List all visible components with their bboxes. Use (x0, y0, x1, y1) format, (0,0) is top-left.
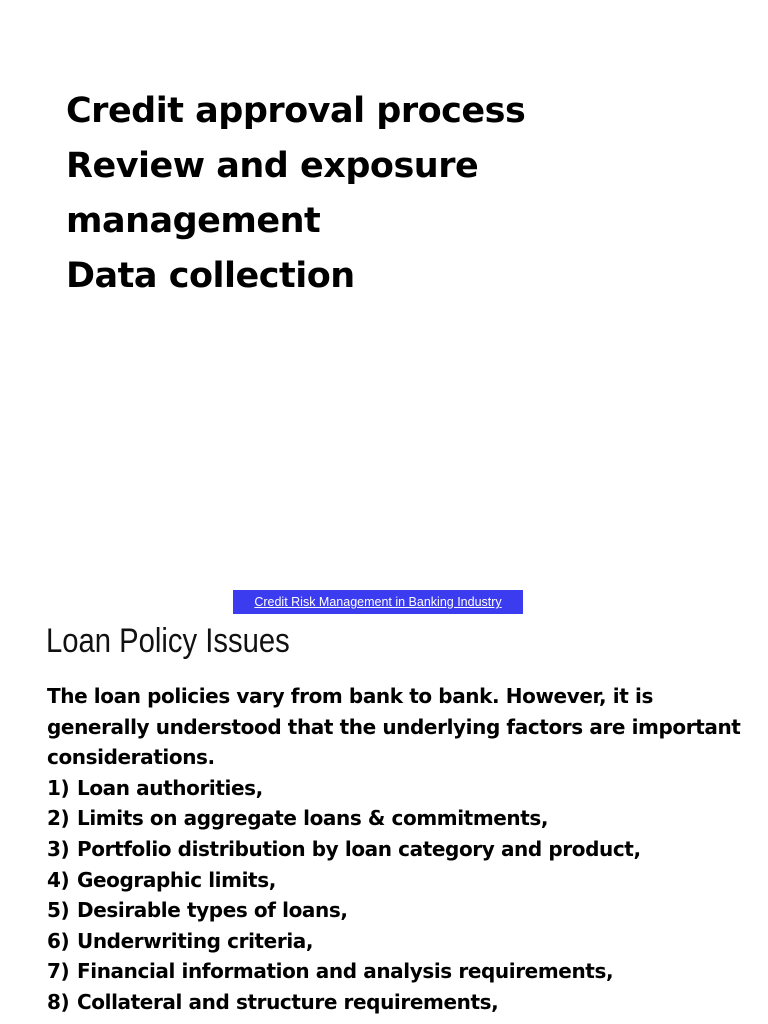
list-item (47, 773, 747, 804)
section-body (47, 681, 747, 1018)
list-item (47, 803, 747, 834)
slide-top-line: management (66, 201, 321, 241)
list-item-text: Financial information and analysis requirements, (77, 959, 614, 984)
list-item-number: 8) (47, 989, 70, 1014)
slide-top-lines (66, 84, 746, 304)
list-item-text: Limits on aggregate loans & commitments, (77, 806, 549, 831)
list-item-number: 6) (47, 928, 70, 953)
list-item-number: 3) (47, 836, 70, 861)
list-item (47, 926, 747, 957)
list-item-text: Geographic limits, (77, 867, 276, 892)
list-item (47, 895, 747, 926)
list-item-text: Loan authorities, (77, 775, 263, 800)
list-item-text: Collateral and structure requirements, (77, 989, 499, 1014)
list-item-number: 5) (47, 898, 70, 923)
list-item-text: Underwriting criteria, (77, 928, 314, 953)
policy-list (47, 773, 747, 1018)
section-intro: The loan policies vary from bank to bank. However, it is generally understood that the underlying factors are important considerations. (47, 684, 741, 770)
list-item-text: Desirable types of loans, (77, 898, 348, 923)
slide-top-line: Data collection (66, 256, 355, 296)
list-item-number: 7) (47, 959, 70, 984)
slide-top-line: Credit approval process (66, 91, 526, 131)
footer-link[interactable]: Credit Risk Management in Banking Industry (233, 590, 523, 614)
slide-top-line: Review and exposure (66, 146, 479, 186)
list-item (47, 956, 747, 987)
list-item (47, 865, 747, 896)
section-title: Loan Policy Issues (46, 622, 290, 660)
list-item-number: 2) (47, 806, 70, 831)
list-item (47, 987, 747, 1018)
list-item-number: 1) (47, 775, 70, 800)
list-item-text: Portfolio distribution by loan category and product, (77, 836, 641, 861)
list-item (47, 834, 747, 865)
list-item-number: 4) (47, 867, 70, 892)
